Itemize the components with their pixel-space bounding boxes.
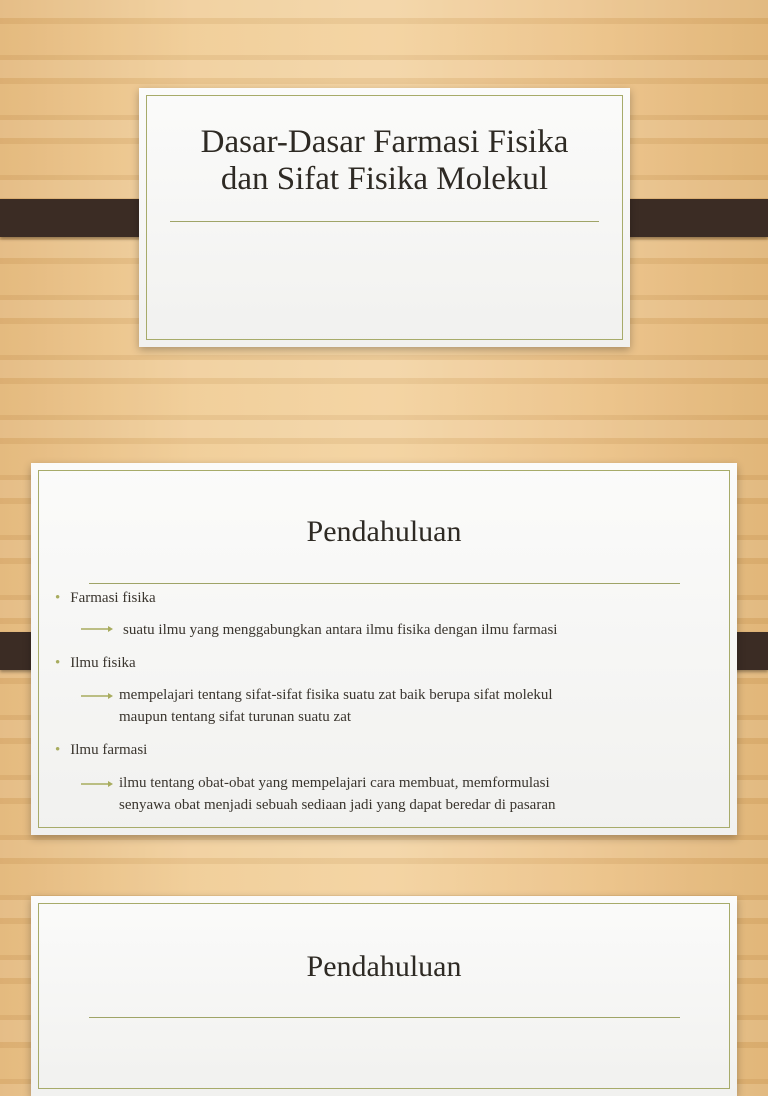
arrow-right-icon xyxy=(81,691,113,701)
strap-left xyxy=(0,199,155,237)
bullet-label: Ilmu farmasi xyxy=(70,742,148,758)
desc-line: suatu ilmu yang menggabungkan antara ilmu fisika dengan ilmu farmasi xyxy=(123,622,558,638)
strap-right xyxy=(613,199,768,237)
bullet-label: Ilmu fisika xyxy=(70,655,136,671)
bullet-description xyxy=(119,684,553,728)
slide-heading: Pendahuluan xyxy=(306,515,462,548)
bullet-ilmu-fisika xyxy=(55,652,136,674)
desc-line: senyawa obat menjadi sebuah sediaan jadi yang dapat beredar di pasaran xyxy=(119,797,556,813)
title-divider xyxy=(170,221,599,222)
arrow-right-icon xyxy=(81,779,113,789)
desc-line: ilmu tentang obat-obat yang mempelajari cara membuat, memformulasi xyxy=(119,775,550,791)
heading-divider xyxy=(89,583,680,584)
bullet-dot-icon: • xyxy=(55,590,61,606)
slide-pendahuluan-2[interactable] xyxy=(31,896,737,1096)
title-line-1: Dasar-Dasar Farmasi Fisika xyxy=(200,124,569,160)
arrow-right-icon xyxy=(81,624,113,634)
slide-frame xyxy=(38,903,730,1089)
bullet-description xyxy=(119,772,556,816)
bullet-description xyxy=(123,619,557,641)
desc-line: mempelajari tentang sifat-sifat fisika suatu zat baik berupa sifat molekul xyxy=(119,687,553,703)
bullet-dot-icon: • xyxy=(55,655,61,671)
bullet-farmasi-fisika xyxy=(55,587,156,609)
presentation-title xyxy=(139,124,630,198)
bullet-dot-icon: • xyxy=(55,742,61,758)
heading-divider xyxy=(89,1017,680,1018)
title-line-2: dan Sifat Fisika Molekul xyxy=(220,161,549,197)
slide-pendahuluan-1[interactable] xyxy=(31,463,737,835)
slide-heading: Pendahuluan xyxy=(306,950,462,983)
slide-title[interactable] xyxy=(139,88,630,347)
desc-line: maupun tentang sifat turunan suatu zat xyxy=(119,709,352,725)
bullet-label: Farmasi fisika xyxy=(70,590,156,606)
bullet-ilmu-farmasi xyxy=(55,739,147,761)
